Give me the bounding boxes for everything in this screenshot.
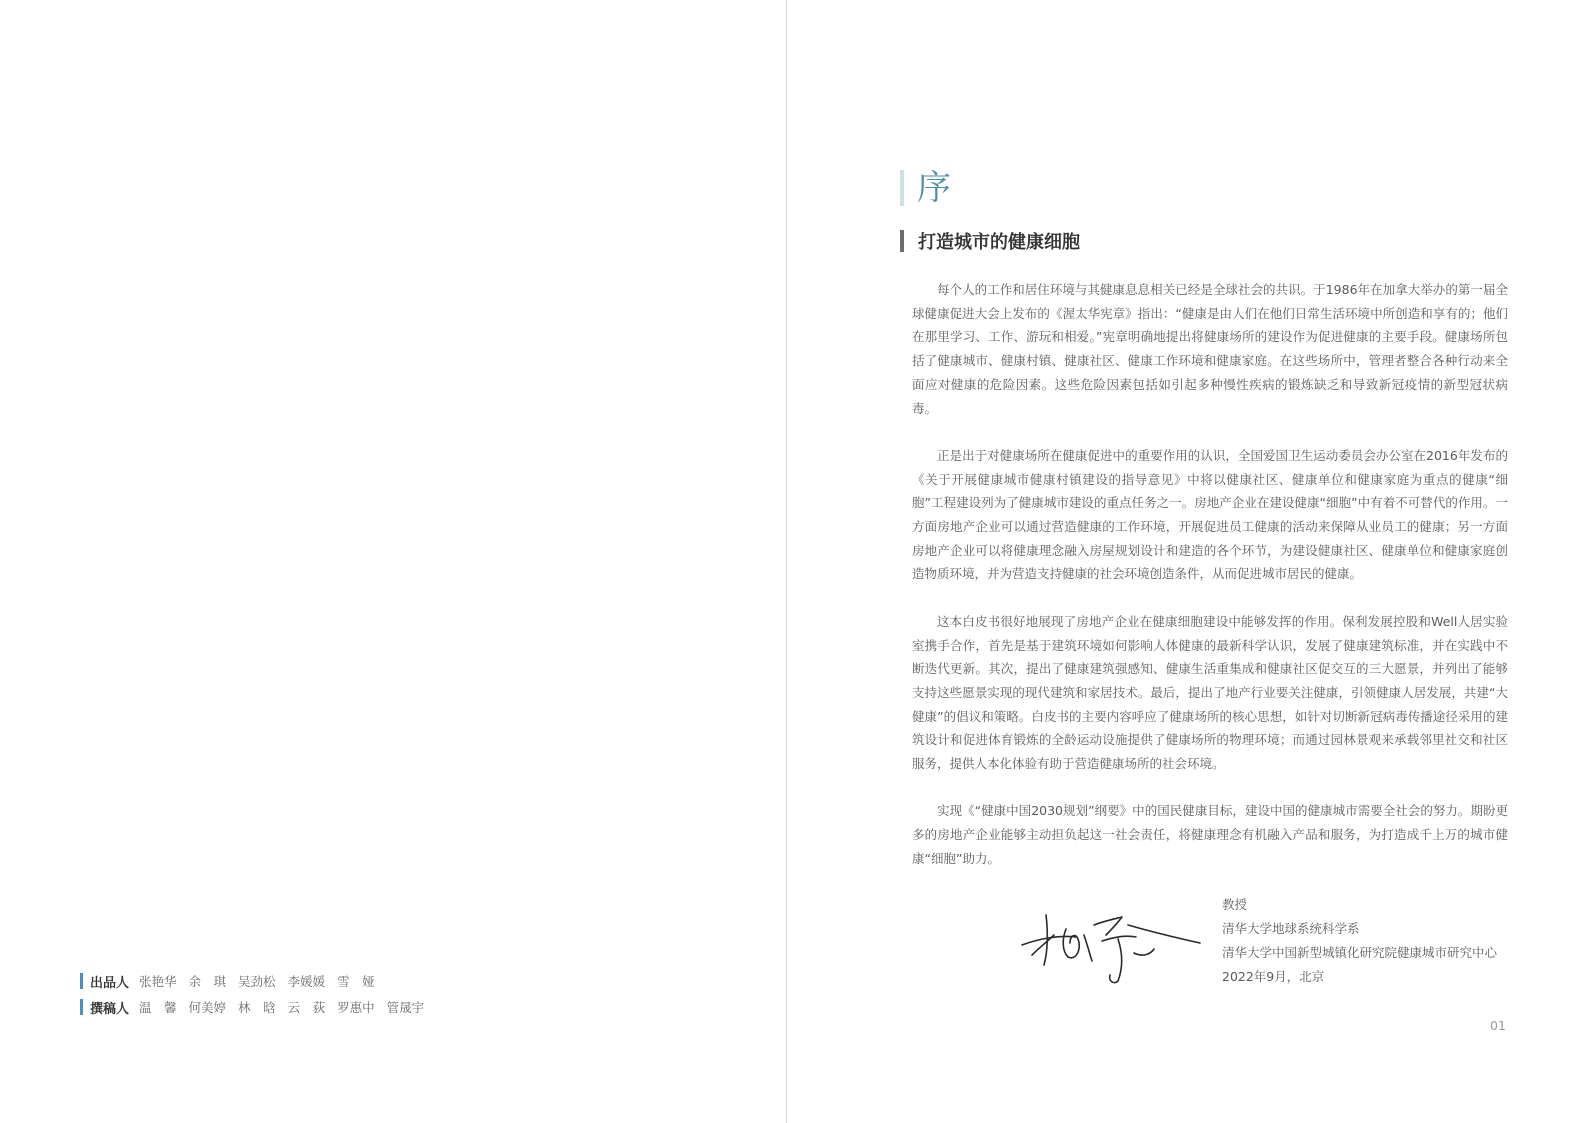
signature-line: 教授 [1222, 897, 1248, 912]
credit-label: 撰稿人 [90, 1001, 130, 1017]
credits-block [80, 972, 424, 1024]
signature-line: 清华大学地球系统科学系 [1222, 921, 1360, 936]
credit-names [139, 998, 424, 1016]
credit-label: 出品人 [90, 975, 130, 991]
subheading-accent-bar [900, 230, 904, 252]
credit-row-writers [80, 998, 424, 1016]
credit-name: 李媛媛 [287, 974, 326, 989]
preface-heading [900, 168, 951, 208]
credit-name: 管晟宇 [386, 1000, 425, 1015]
body-paragraph: 实现《“健康中国2030规划”纲要》中的国民健康目标，建设中国的健康城市需要全社会的努力。期盼更多的房地产企业能够主动担负起这一社会责任，将健康理念有机融入产品和服务，为打造成千上万的城市健康“细胞”助力。 [912, 803, 1508, 866]
credit-name: 罗惠中 [337, 1000, 375, 1015]
page-number: 01 [1490, 1018, 1506, 1033]
credit-name: 余 琪 [188, 974, 227, 989]
credit-name: 云 荻 [287, 1000, 326, 1015]
credit-bar [80, 999, 83, 1015]
heading-accent-bar [900, 170, 904, 206]
signature-block [1222, 893, 1497, 989]
credit-name: 温 馨 [139, 1000, 177, 1015]
page-divider [786, 0, 787, 1123]
signature-line: 清华大学中国新型城镇化研究院健康城市研究中心 [1222, 945, 1498, 960]
credit-names [139, 972, 375, 990]
credit-name: 何美婷 [188, 1000, 227, 1015]
body-paragraph: 每个人的工作和居住环境与其健康息息相关已经是全球社会的共识。于1986年在加拿大举办的第一届全球健康促进大会上发布的《渥太华宪章》指出：“健康是由人们在他们日常生活环境中所创造和享有的；他们在那里学习、工作、游玩和相爱。”宪章明确地提出将健康场所的建设作为促进健康的主要手段。健康场所包括了健康城市、健康村镇、健康社区、健康工作环境和健康家庭。在这些场所中，管理者整合各种行动来全面应对健康的危险因素。这些危险因素包括如引起多种慢性疾病的锻炼缺乏和导致新冠疫情的新型冠状病毒。 [912, 282, 1508, 416]
body-paragraph: 这本白皮书很好地展现了房地产企业在健康细胞建设中能够发挥的作用。保利发展控股和Well人居实验室携手合作，首先是基于建筑环境如何影响人体健康的最新科学认识，发展了健康建筑标准，并在实践中不断迭代更新。其次，提出了健康建筑强感知、健康生活重集成和健康社区促交互的三大愿景，并列出了能够支持这些愿景实现的现代建筑和家居技术。最后，提出了地产行业要关注健康，引领健康人居发展，共建“大健康”的倡议和策略。白皮书的主要内容呼应了健康场所的核心思想，如针对切断新冠病毒传播途径采用的建筑设计和促进体育锻炼的全龄运动设施提供了健康场所的物理环境；而通过园林景观来承载邻里社交和社区服务，提供人本化体验有助于营造健康场所的社会环境。 [912, 613, 1508, 772]
page-title: 序 [917, 168, 951, 208]
credit-name: 林 晗 [238, 1000, 276, 1015]
credit-name: 吴劲松 [238, 974, 276, 989]
subtitle: 打造城市的健康细胞 [918, 232, 1080, 253]
body-paragraph: 正是出于对健康场所在健康促进中的重要作用的认识，全国爱国卫生运动委员会办公室在2016年发布的《关于开展健康城市健康村镇建设的指导意见》中将以健康社区、健康单位和健康家庭为重点的健康“细胞”工程建设列为了健康城市建设的重点任务之一。房地产企业在建设健康“细胞”中有着不可替代的作用。一方面房地产企业可以通过营造健康的工作环境，开展促进员工健康的活动来保障从业员工的健康；另一方面房地产企业可以将健康理念融入房屋规划设计和建造的各个环节，为建设健康社区、健康单位和健康家庭创造物质环境，并为营造支持健康的社会环境创造条件，从而促进城市居民的健康。 [912, 447, 1508, 582]
credit-name: 雪 娅 [337, 974, 375, 989]
credit-row-producer [80, 972, 424, 990]
preface-body [912, 278, 1508, 894]
handwritten-signature [1018, 895, 1204, 987]
credit-name: 张艳华 [139, 974, 177, 989]
signature-line: 2022年9月，北京 [1222, 969, 1325, 984]
credit-bar [80, 973, 83, 989]
preface-subheading [900, 228, 1080, 254]
